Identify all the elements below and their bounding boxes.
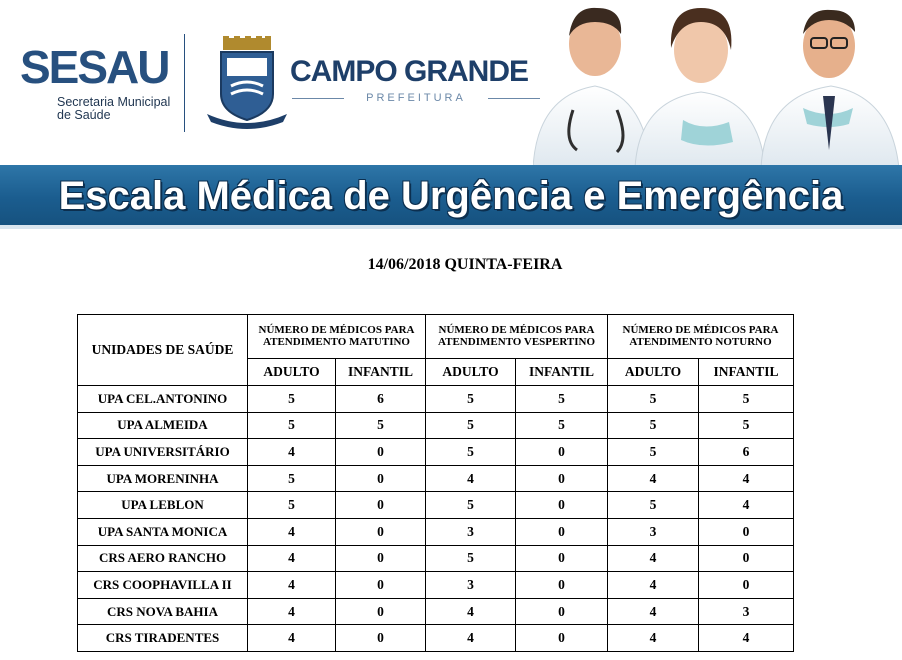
- city-name: CAMPO GRANDE: [290, 55, 529, 88]
- sub-header: INFANTIL: [336, 358, 426, 385]
- doctor-count: 0: [699, 572, 794, 599]
- doctor-count: 5: [426, 386, 516, 413]
- unit-name: UPA MORENINHA: [78, 465, 248, 492]
- doctor-count: 5: [248, 492, 336, 519]
- doctor-count: 0: [699, 545, 794, 572]
- unit-name: CRS AERO RANCHO: [78, 545, 248, 572]
- doctor-count: 4: [608, 545, 699, 572]
- doctor-count: 5: [248, 386, 336, 413]
- period-header-noturno: NÚMERO DE MÉDICOS PARA ATENDIMENTO NOTURNO: [608, 315, 794, 359]
- doctor-count: 4: [608, 465, 699, 492]
- doctor-count: 0: [516, 492, 608, 519]
- doctor-count: 4: [699, 465, 794, 492]
- schedule-table-body: [78, 386, 794, 652]
- doctor-count: 4: [248, 598, 336, 625]
- doctor-count: 3: [608, 518, 699, 545]
- doctor-count: 5: [426, 412, 516, 439]
- unit-column-header: UNIDADES DE SAÚDE: [78, 315, 248, 386]
- doctor-count: 3: [426, 572, 516, 599]
- table-row: [78, 492, 794, 519]
- doctors-photo-icon: [533, 0, 902, 168]
- doctor-count: 0: [699, 518, 794, 545]
- city-coat-of-arms-icon: [203, 36, 291, 130]
- doctor-count: 5: [426, 439, 516, 466]
- table-row: [78, 518, 794, 545]
- table-row: [78, 465, 794, 492]
- city-subtitle: PREFEITURA: [292, 92, 540, 104]
- table-row: [78, 572, 794, 599]
- doctor-count: 5: [608, 439, 699, 466]
- doctor-count: 4: [608, 625, 699, 652]
- doctor-count: 5: [248, 465, 336, 492]
- doctor-count: 0: [516, 545, 608, 572]
- table-row: [78, 545, 794, 572]
- unit-name: UPA CEL.ANTONINO: [78, 386, 248, 413]
- doctor-count: 5: [608, 492, 699, 519]
- sesau-subtitle: Secretaria Municipal de Saúde: [57, 95, 171, 122]
- table-row: [78, 439, 794, 466]
- doctor-count: 4: [426, 598, 516, 625]
- doctor-count: 0: [336, 439, 426, 466]
- doctor-count: 4: [248, 439, 336, 466]
- page-header: [0, 0, 902, 165]
- unit-name: CRS COOPHAVILLA II: [78, 572, 248, 599]
- doctor-count: 5: [516, 412, 608, 439]
- doctor-count: 4: [699, 492, 794, 519]
- unit-name: CRS NOVA BAHIA: [78, 598, 248, 625]
- sesau-logo: SESAU: [20, 41, 169, 93]
- doctor-count: 6: [699, 439, 794, 466]
- doctor-count: 4: [699, 625, 794, 652]
- doctor-count: 5: [248, 412, 336, 439]
- doctor-count: 0: [336, 598, 426, 625]
- doctor-count: 4: [248, 545, 336, 572]
- schedule-date: 14/06/2018 QUINTA-FEIRA: [367, 256, 563, 273]
- doctor-count: 0: [516, 598, 608, 625]
- doctor-count: 5: [336, 412, 426, 439]
- doctor-count: 3: [426, 518, 516, 545]
- doctor-count: 0: [336, 465, 426, 492]
- unit-name: UPA LEBLON: [78, 492, 248, 519]
- unit-name: UPA ALMEIDA: [78, 412, 248, 439]
- doctor-count: 4: [608, 598, 699, 625]
- sub-header: ADULTO: [248, 358, 336, 385]
- doctor-count: 6: [336, 386, 426, 413]
- unit-name: CRS TIRADENTES: [78, 625, 248, 652]
- sub-header: ADULTO: [426, 358, 516, 385]
- doctor-count: 5: [699, 412, 794, 439]
- doctor-count: 0: [516, 465, 608, 492]
- doctor-count: 5: [516, 386, 608, 413]
- doctor-count: 5: [608, 386, 699, 413]
- banner-strip: [0, 225, 902, 229]
- table-row: [78, 625, 794, 652]
- unit-name: UPA UNIVERSITÁRIO: [78, 439, 248, 466]
- doctor-count: 0: [336, 518, 426, 545]
- doctor-count: 0: [516, 572, 608, 599]
- table-row: [78, 412, 794, 439]
- doctor-count: 0: [336, 492, 426, 519]
- doctor-count: 0: [516, 625, 608, 652]
- doctor-count: 4: [248, 518, 336, 545]
- banner-title: Escala Médica de Urgência e Emergência: [58, 174, 844, 218]
- doctor-count: 4: [426, 465, 516, 492]
- doctor-count: 4: [248, 572, 336, 599]
- period-header-vespertino: NÚMERO DE MÉDICOS PARA ATENDIMENTO VESPERTINO: [426, 315, 608, 359]
- schedule-table: [77, 314, 794, 652]
- doctor-count: 0: [516, 518, 608, 545]
- doctor-count: 4: [426, 625, 516, 652]
- doctor-count: 0: [516, 439, 608, 466]
- doctor-count: 3: [699, 598, 794, 625]
- doctor-count: 0: [336, 625, 426, 652]
- doctor-count: 5: [699, 386, 794, 413]
- logo-divider: [184, 34, 185, 132]
- sub-header: INFANTIL: [516, 358, 608, 385]
- doctor-count: 5: [426, 492, 516, 519]
- doctor-count: 0: [336, 545, 426, 572]
- table-row: [78, 598, 794, 625]
- unit-name: UPA SANTA MONICA: [78, 518, 248, 545]
- sub-header: ADULTO: [608, 358, 699, 385]
- doctor-count: 4: [608, 572, 699, 599]
- period-header-matutino: NÚMERO DE MÉDICOS PARA ATENDIMENTO MATUTINO: [248, 315, 426, 359]
- doctor-count: 0: [336, 572, 426, 599]
- sub-header: INFANTIL: [699, 358, 794, 385]
- doctor-count: 4: [248, 625, 336, 652]
- doctor-count: 5: [426, 545, 516, 572]
- table-row: [78, 386, 794, 413]
- doctor-count: 5: [608, 412, 699, 439]
